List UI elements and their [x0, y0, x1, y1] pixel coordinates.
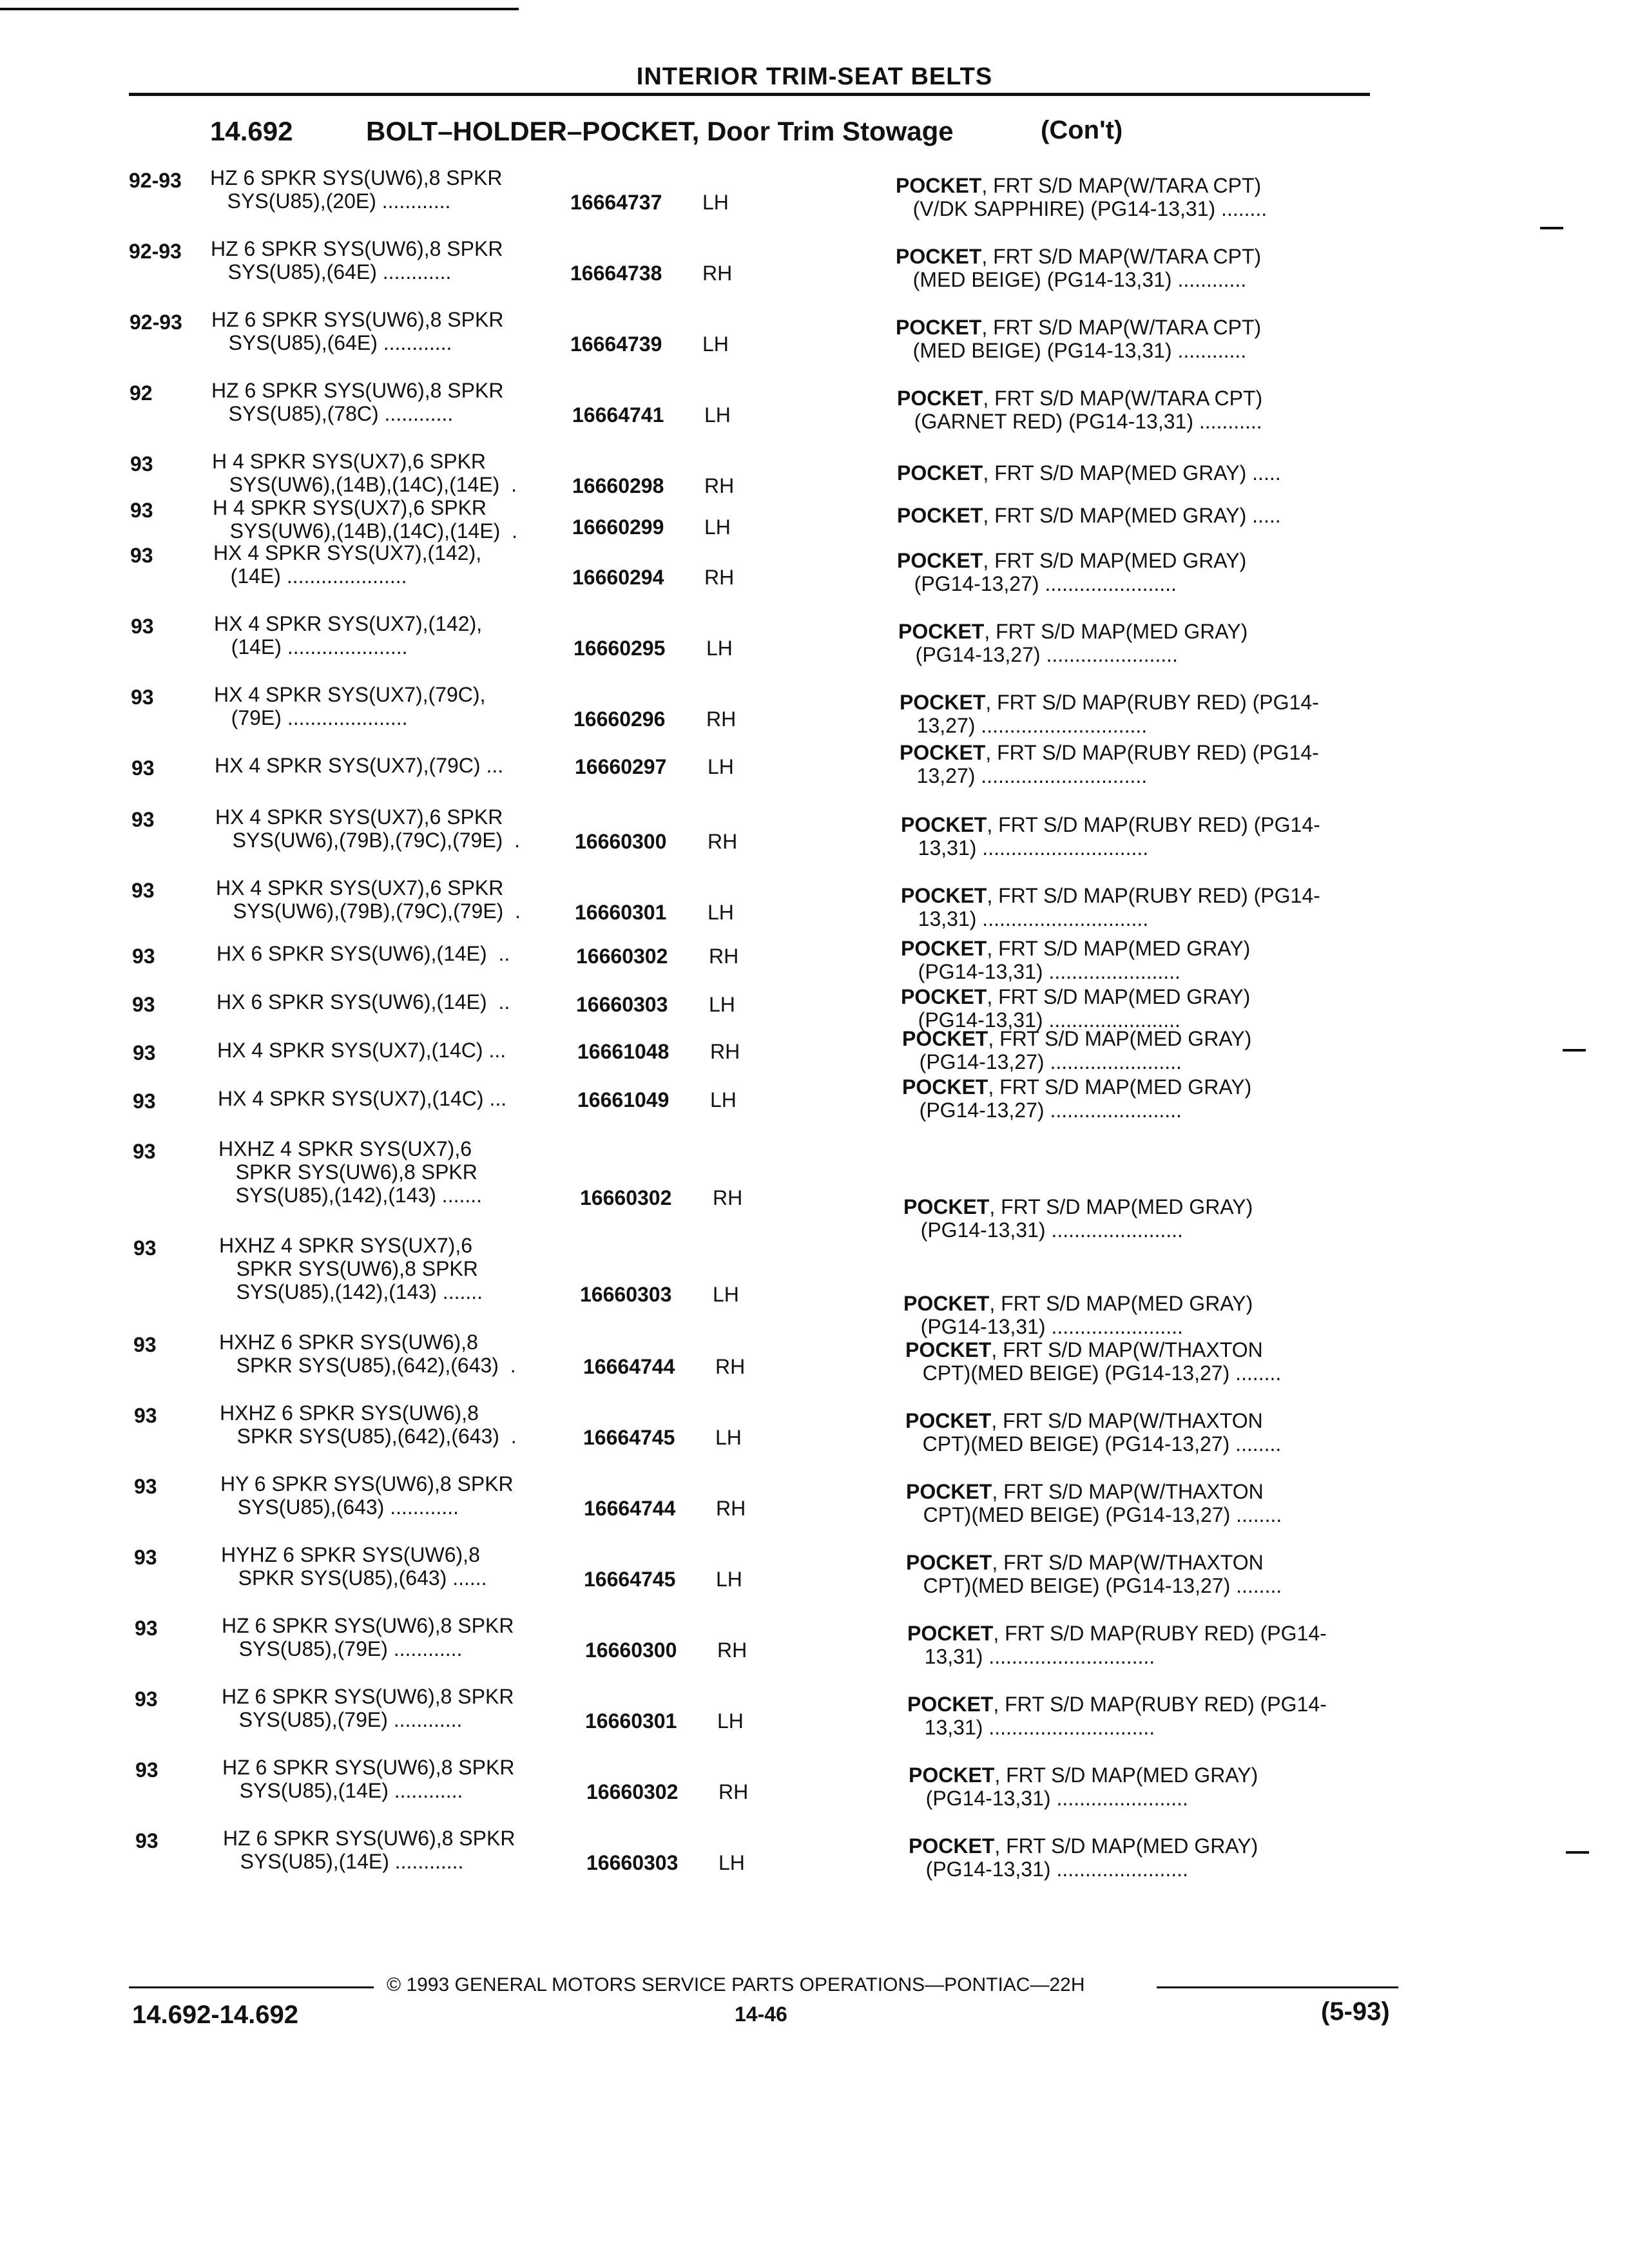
part-name: POCKET — [901, 884, 987, 907]
part-number: 16660302 — [580, 1186, 672, 1209]
part-number: 16660301 — [585, 1709, 677, 1733]
model-year: 93 — [133, 1090, 156, 1113]
part-number: 16660302 — [586, 1780, 679, 1803]
part-description — [897, 461, 1380, 485]
part-number: 16664744 — [583, 1355, 675, 1378]
model-year: 92-93 — [129, 169, 182, 192]
margin-mark — [1540, 227, 1563, 229]
usage-description: HZ 6 SPKR SYS(UW6),8 SPKR SYS(U85),(79E) ............ — [222, 1685, 514, 1731]
side-indicator: LH — [710, 1088, 737, 1111]
model-year: 93 — [134, 1475, 157, 1498]
part-number: 16660301 — [575, 901, 667, 924]
part-name: POCKET — [909, 1763, 995, 1787]
part-detail: , FRT S/D MAP(W/THAXTON CPT)(MED BEIGE) (PG14-13,27) ........ — [922, 1409, 1282, 1456]
model-year: 93 — [133, 1236, 157, 1260]
list-item — [0, 612, 1629, 677]
part-name: POCKET — [901, 937, 987, 960]
part-detail: , FRT S/D MAP(RUBY RED) (PG14- 13,27) ............................. — [916, 691, 1319, 737]
part-description — [896, 174, 1379, 220]
part-description — [900, 741, 1383, 787]
side-indicator: RH — [710, 1040, 740, 1063]
usage-description: HZ 6 SPKR SYS(UW6),8 SPKR SYS(U85),(79E) ............ — [222, 1614, 514, 1660]
part-description — [897, 387, 1380, 433]
part-description — [896, 316, 1379, 362]
model-year: 93 — [133, 1041, 156, 1064]
part-description — [901, 813, 1384, 860]
list-item — [0, 166, 1629, 231]
part-name: POCKET — [903, 1292, 990, 1315]
side-indicator: RH — [718, 1780, 749, 1803]
part-name: POCKET — [903, 1195, 990, 1218]
part-detail: , FRT S/D MAP(W/THAXTON CPT)(MED BEIGE) (PG14-13,27) ........ — [922, 1338, 1282, 1385]
part-number: 16664744 — [584, 1497, 676, 1520]
part-number: 16664745 — [583, 1426, 675, 1449]
usage-description: H 4 SPKR SYS(UX7),6 SPKR SYS(UW6),(14B),(14C),(14E) . — [213, 496, 517, 543]
part-detail: , FRT S/D MAP(RUBY RED) (PG14- 13,31) ............................. — [924, 1622, 1327, 1668]
side-indicator: RH — [704, 474, 735, 497]
list-item — [0, 876, 1629, 941]
usage-description: HZ 6 SPKR SYS(UW6),8 SPKR SYS(U85),(64E) ............ — [211, 308, 504, 354]
part-description — [900, 691, 1383, 737]
top-rule — [0, 8, 519, 10]
part-description — [901, 884, 1384, 930]
part-description — [901, 937, 1384, 983]
side-indicator: RH — [717, 1639, 747, 1662]
model-year: 93 — [132, 993, 155, 1016]
side-indicator: LH — [715, 1426, 742, 1449]
part-number: 16660294 — [572, 566, 664, 589]
list-item — [0, 308, 1629, 372]
part-description — [897, 504, 1380, 527]
part-detail: , FRT S/D MAP(RUBY RED) (PG14- 13,31) ............................. — [918, 813, 1320, 860]
list-item — [0, 1234, 1629, 1338]
part-name: POCKET — [902, 1027, 988, 1050]
usage-description: HX 4 SPKR SYS(UX7),(79C), (79E) ..................... — [214, 683, 486, 729]
part-detail: , FRT S/D MAP(W/THAXTON CPT)(MED BEIGE) (PG14-13,27) ........ — [923, 1551, 1282, 1597]
model-year: 92-93 — [129, 240, 182, 263]
usage-description: HZ 6 SPKR SYS(UW6),8 SPKR SYS(U85),(20E) ............ — [210, 166, 503, 213]
footer-copyright: © 1993 GENERAL MOTORS SERVICE PARTS OPERATIONS—PONTIAC—22H — [387, 1974, 1085, 1995]
model-year: 93 — [131, 756, 155, 780]
part-name: POCKET — [901, 985, 987, 1008]
usage-description: HZ 6 SPKR SYS(UW6),8 SPKR SYS(U85),(14E) ............ — [222, 1756, 515, 1802]
side-indicator: RH — [713, 1186, 743, 1209]
list-item — [0, 1137, 1629, 1242]
part-name: POCKET — [896, 316, 982, 339]
side-indicator: RH — [708, 830, 738, 853]
part-detail: , FRT S/D MAP(RUBY RED) (PG14- 13,31) ............................. — [924, 1693, 1327, 1739]
part-detail: , FRT S/D MAP(RUBY RED) (PG14- 13,27) ............................. — [916, 741, 1319, 787]
part-detail: , FRT S/D MAP(MED GRAY) (PG14-13,31) ....................... — [918, 985, 1251, 1032]
section-number: 14.692 — [210, 116, 293, 146]
part-name: POCKET — [905, 1338, 992, 1361]
usage-description: HX 6 SPKR SYS(UW6),(14E) .. — [217, 942, 510, 965]
part-detail: , FRT S/D MAP(MED GRAY) (PG14-13,31) ....................... — [925, 1763, 1258, 1810]
footer-date: (5-93) — [1321, 1997, 1390, 2026]
part-number: 16664741 — [572, 403, 664, 427]
side-indicator: LH — [709, 993, 735, 1016]
part-detail: , FRT S/D MAP(MED GRAY) (PG14-13,31) ....................... — [918, 937, 1251, 983]
part-detail: , FRT S/D MAP(W/TARA CPT) (MED BEIGE) (PG14-13,31) ............ — [912, 245, 1262, 291]
usage-description: HZ 6 SPKR SYS(UW6),8 SPKR SYS(U85),(14E) ............ — [223, 1827, 516, 1873]
part-number: 16660296 — [574, 707, 666, 731]
part-detail: , FRT S/D MAP(MED GRAY) (PG14-13,27) ....................... — [915, 620, 1248, 666]
list-item — [0, 1472, 1629, 1537]
side-indicator: RH — [706, 707, 737, 731]
model-year: 93 — [131, 808, 155, 831]
part-number: 16660303 — [586, 1851, 679, 1874]
usage-description: HZ 6 SPKR SYS(UW6),8 SPKR SYS(U85),(78C) ............ — [211, 379, 504, 425]
part-description — [905, 1409, 1389, 1456]
part-detail: , FRT S/D MAP(W/THAXTON CPT)(MED BEIGE) (PG14-13,27) ........ — [923, 1480, 1282, 1526]
usage-description: HX 6 SPKR SYS(UW6),(14E) .. — [217, 990, 510, 1014]
part-description — [897, 549, 1380, 595]
model-year: 93 — [130, 452, 153, 476]
part-number: 16660295 — [574, 637, 666, 660]
list-item — [0, 541, 1629, 606]
model-year: 93 — [130, 499, 153, 522]
model-year: 93 — [135, 1829, 159, 1852]
usage-description: HX 4 SPKR SYS(UX7),6 SPKR SYS(UW6),(79B),(79C),(79E) . — [216, 876, 521, 923]
model-year: 93 — [133, 1333, 157, 1356]
list-item — [0, 379, 1629, 443]
part-name: POCKET — [907, 1622, 994, 1645]
usage-description: HZ 6 SPKR SYS(UW6),8 SPKR SYS(U85),(64E) ............ — [211, 237, 503, 284]
footer-page-number: 14-46 — [735, 2003, 787, 2026]
part-name: POCKET — [907, 1693, 994, 1716]
usage-description: HXHZ 6 SPKR SYS(UW6),8 SPKR SYS(U85),(642),(643) . — [220, 1401, 517, 1448]
part-name: POCKET — [906, 1551, 992, 1574]
usage-description: HX 4 SPKR SYS(UX7),(14C) ... — [217, 1039, 506, 1062]
part-number: 16660302 — [576, 945, 668, 968]
part-name: POCKET — [897, 387, 983, 410]
model-year: 93 — [135, 1617, 158, 1640]
part-name: POCKET — [909, 1834, 995, 1858]
side-indicator: LH — [716, 1568, 742, 1591]
part-description — [901, 985, 1384, 1032]
part-number: 16660299 — [572, 515, 664, 539]
part-detail: , FRT S/D MAP(W/TARA CPT) (GARNET RED) (PG14-13,31) ........... — [914, 387, 1263, 433]
part-name: POCKET — [906, 1480, 992, 1503]
model-year: 92-93 — [130, 311, 182, 334]
part-name: POCKET — [905, 1409, 992, 1432]
usage-description: HX 4 SPKR SYS(UX7),6 SPKR SYS(UW6),(79B),(79C),(79E) . — [215, 805, 520, 852]
model-year: 93 — [131, 686, 154, 709]
part-number: 16660303 — [580, 1283, 672, 1306]
model-year: 93 — [133, 1140, 156, 1163]
side-indicator: LH — [718, 1851, 745, 1874]
part-description — [906, 1480, 1389, 1526]
part-name: POCKET — [900, 741, 986, 764]
model-year: 93 — [135, 1687, 158, 1711]
side-indicator: LH — [713, 1283, 739, 1306]
part-name: POCKET — [896, 174, 982, 197]
part-detail: , FRT S/D MAP(RUBY RED) (PG14- 13,31) ............................. — [918, 884, 1320, 930]
usage-description: HY 6 SPKR SYS(UW6),8 SPKR SYS(U85),(643) ............ — [220, 1472, 514, 1519]
part-description — [907, 1622, 1391, 1668]
part-number: 16660298 — [572, 474, 664, 497]
part-name: POCKET — [896, 245, 982, 268]
part-number: 16660300 — [575, 830, 667, 853]
list-item — [0, 1827, 1629, 1891]
part-number: 16660303 — [576, 993, 668, 1016]
part-detail: , FRT S/D MAP(MED GRAY) (PG14-13,31) ....................... — [920, 1292, 1253, 1338]
list-item — [0, 237, 1629, 302]
part-number: 16664739 — [570, 332, 662, 356]
side-indicator: RH — [702, 262, 733, 285]
part-detail: , FRT S/D MAP(MED GRAY) (PG14-13,31) ....................... — [925, 1834, 1258, 1881]
margin-mark — [1563, 1049, 1586, 1052]
list-item — [0, 1614, 1629, 1678]
part-detail: , FRT S/D MAP(MED GRAY) (PG14-13,27) ....................... — [919, 1075, 1252, 1122]
side-indicator: LH — [708, 755, 734, 778]
part-description — [902, 1075, 1385, 1122]
part-description — [905, 1338, 1389, 1385]
part-description — [907, 1693, 1391, 1739]
side-indicator: RH — [716, 1497, 746, 1520]
part-description — [909, 1834, 1392, 1881]
part-name: POCKET — [897, 504, 983, 527]
part-detail: , FRT S/D MAP(MED GRAY) (PG14-13,27) ....................... — [914, 549, 1247, 595]
side-indicator: LH — [708, 901, 734, 924]
part-description — [909, 1763, 1392, 1810]
model-year: 93 — [134, 1404, 157, 1427]
part-number: 16660300 — [585, 1639, 677, 1662]
model-year: 92 — [130, 381, 153, 405]
part-number: 16661049 — [577, 1088, 670, 1111]
side-indicator: RH — [715, 1355, 746, 1378]
part-description — [906, 1551, 1389, 1597]
model-year: 93 — [130, 544, 153, 567]
header-rule — [129, 93, 1370, 96]
part-detail: , FRT S/D MAP(W/TARA CPT) (V/DK SAPPHIRE) (PG14-13,31) ........ — [912, 174, 1268, 220]
list-item — [0, 1331, 1629, 1395]
model-year: 93 — [131, 615, 154, 638]
section-title: BOLT–HOLDER–POCKET, Door Trim Stowage — [366, 116, 954, 146]
part-description — [896, 245, 1379, 291]
part-detail: , FRT S/D MAP(W/TARA CPT) (MED BEIGE) (PG14-13,31) ............ — [912, 316, 1262, 362]
part-name: POCKET — [902, 1075, 988, 1099]
usage-description: H 4 SPKR SYS(UX7),6 SPKR SYS(UW6),(14B),(14C),(14E) . — [212, 450, 517, 496]
part-number: 16661048 — [577, 1040, 670, 1063]
part-description — [898, 620, 1382, 666]
part-name: POCKET — [897, 549, 983, 572]
footer-rule-left — [129, 1986, 374, 1988]
side-indicator: LH — [702, 191, 729, 214]
model-year: 93 — [131, 879, 155, 902]
part-description — [902, 1027, 1385, 1073]
part-number: 16664738 — [570, 262, 662, 285]
part-detail: , FRT S/D MAP(MED GRAY) (PG14-13,27) ....................... — [919, 1027, 1252, 1073]
usage-description: HYHZ 6 SPKR SYS(UW6),8 SPKR SYS(U85),(643) ...... — [221, 1543, 487, 1590]
list-item — [0, 1756, 1629, 1820]
model-year: 93 — [134, 1546, 157, 1569]
part-detail: , FRT S/D MAP(MED GRAY) (PG14-13,31) ....................... — [920, 1195, 1253, 1242]
part-number: 16664745 — [584, 1568, 676, 1591]
usage-description: HX 4 SPKR SYS(UX7),(142), (14E) ..................... — [213, 541, 482, 588]
list-item — [0, 683, 1629, 747]
footer-section-range: 14.692-14.692 — [132, 2001, 299, 2029]
side-indicator: RH — [704, 566, 735, 589]
model-year: 93 — [132, 945, 155, 968]
side-indicator: LH — [702, 332, 729, 356]
model-year: 93 — [135, 1758, 159, 1782]
page-title: INTERIOR TRIM-SEAT BELTS — [636, 63, 993, 90]
part-detail: , FRT S/D MAP(MED GRAY) ..... — [983, 504, 1281, 527]
continued-label: (Con't) — [1041, 116, 1123, 144]
side-indicator: LH — [704, 403, 731, 427]
usage-description: HX 4 SPKR SYS(UX7),(142), (14E) ..................... — [214, 612, 483, 658]
part-name: POCKET — [900, 691, 986, 714]
usage-description: HXHZ 6 SPKR SYS(UW6),8 SPKR SYS(U85),(642),(643) . — [219, 1331, 516, 1377]
usage-description: HX 4 SPKR SYS(UX7),(79C) ... — [215, 754, 504, 777]
side-indicator: LH — [704, 515, 731, 539]
list-item — [0, 1401, 1629, 1466]
footer-rule-right — [1157, 1986, 1398, 1988]
side-indicator: LH — [717, 1709, 744, 1733]
list-item — [0, 1685, 1629, 1749]
side-indicator: LH — [706, 637, 733, 660]
part-name: POCKET — [897, 461, 983, 485]
usage-description: HX 4 SPKR SYS(UX7),(14C) ... — [218, 1087, 507, 1110]
margin-mark — [1566, 1851, 1589, 1854]
usage-description: HXHZ 4 SPKR SYS(UX7),6 SPKR SYS(UW6),8 SPKR SYS(U85),(142),(143) ....... — [218, 1137, 483, 1207]
part-name: POCKET — [898, 620, 985, 643]
usage-description: HXHZ 4 SPKR SYS(UX7),6 SPKR SYS(UW6),8 SPKR SYS(U85),(142),(143) ....... — [219, 1234, 483, 1303]
list-item — [0, 1543, 1629, 1608]
side-indicator: RH — [709, 945, 739, 968]
part-detail: , FRT S/D MAP(MED GRAY) ..... — [983, 461, 1281, 485]
part-name: POCKET — [901, 813, 987, 836]
part-number: 16660297 — [575, 755, 667, 778]
list-item — [0, 805, 1629, 870]
part-number: 16664737 — [570, 191, 662, 214]
